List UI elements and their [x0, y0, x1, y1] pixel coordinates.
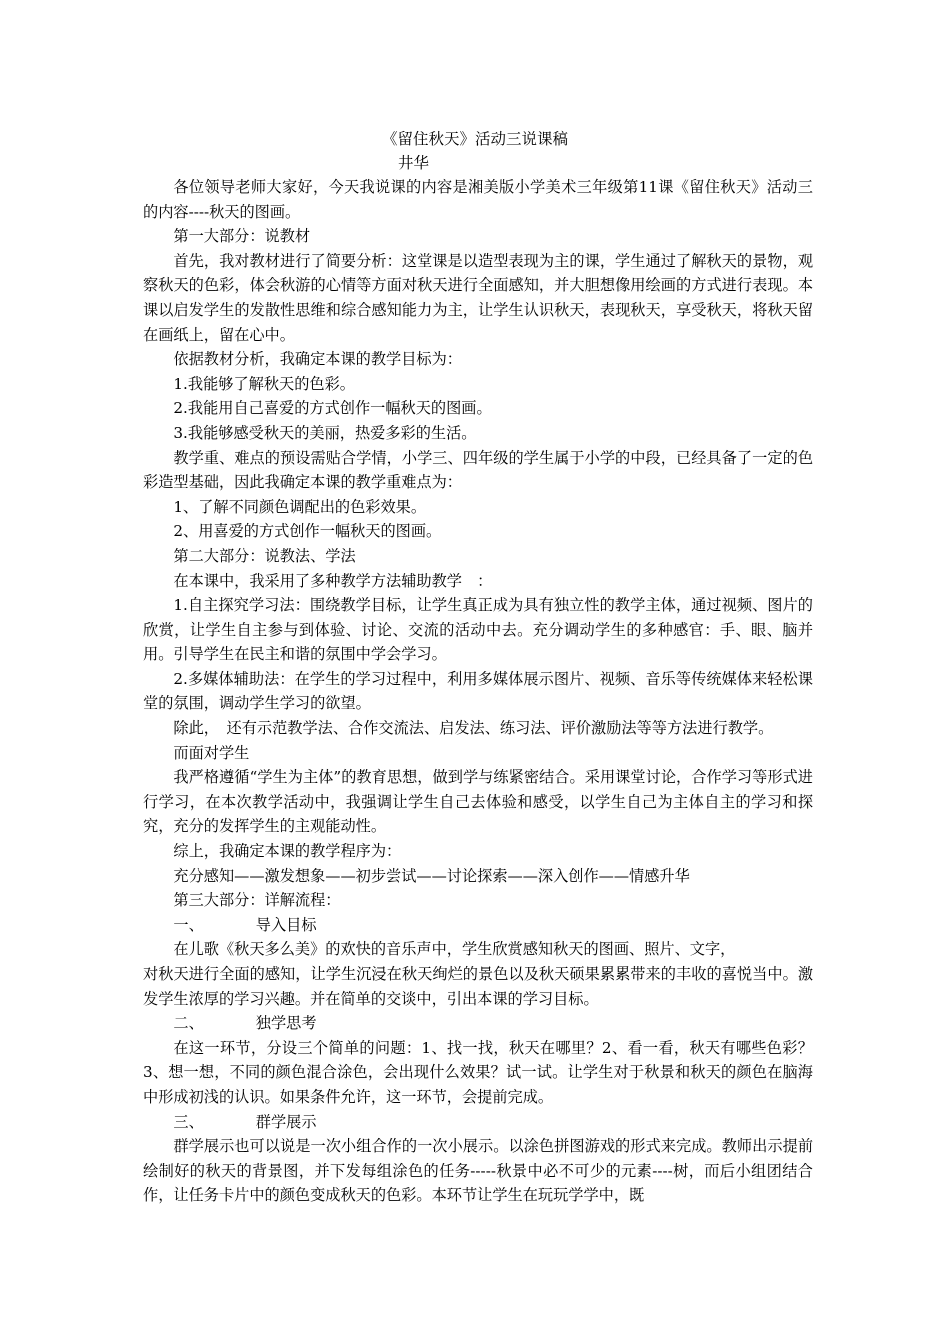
paragraph: 而面对学生 — [173, 743, 250, 762]
paragraph: 在本课中，我采用了多种教学方法辅助教学 ： — [173, 571, 493, 590]
subsection-heading — [143, 913, 813, 938]
paragraph: 群学展示也可以说是一次小组合作的一次小展示。以涂色拼图游戏的形式来完成。教师出示提前绘制好的秋天的背景图，并下发每组涂色的任务-----秋景中必不可少的元素----树，而后小组团结合作，让任务卡片中的颜色变成秋天的色彩。本环节让学生在玩玩学学中，既 — [143, 1137, 813, 1205]
paragraph: 在儿歌《秋天多么美》的欢快的音乐声中，学生欣赏感知秋天的图画、照片、文字， — [173, 940, 736, 959]
section-heading: 第二大部分：说教法、学法 — [173, 546, 356, 565]
subsection-number: 一、 — [173, 915, 204, 934]
paragraph: 我严格遵循“学生为主体”的教育思想，做到学与练紧密结合。采用课堂讨论，合作学习等形式进行学习，在本次教学活动中，我强调让学生自己去体验和感受，以学生自己为主体自主的学习和探究，充分的发挥学生的主观能动性。 — [143, 768, 813, 836]
paragraph: 首先，我对教材进行了简要分析：这堂课是以造型表现为主的课，学生通过了解秋天的景物，观察秋天的色彩，体会秋游的心情等方面对秋天进行全面感知，并大胆想像用绘画的方式进行表现。本课以启发学生的发散性思维和综合感知能力为主，让学生认识秋天，表现秋天，享受秋天，将秋天留在画纸上，留在心中。 — [143, 251, 813, 344]
list-item: 1、了解不同颜色调配出的色彩效果。 — [173, 497, 427, 516]
subsection-number: 三、 — [173, 1112, 204, 1131]
paragraph: 对秋天进行全面的感知，让学生沉浸在秋天绚烂的景色以及秋天硕果累累带来的丰收的喜悦当中。激发学生浓厚的学习兴趣。并在简单的交谈中，引出本课的学习目标。 — [143, 965, 813, 1008]
list-item: 2、用喜爱的方式创作一幅秋天的图画。 — [173, 522, 442, 541]
list-item: 1.我能够了解秋天的色彩。 — [173, 374, 355, 393]
paragraph: 教学重、难点的预设需贴合学情，小学三、四年级的学生属于小学的中段，已经具备了一定的色彩造型基础，因此我确定本课的教学重难点为： — [143, 448, 813, 492]
paragraph: 1.自主探究学习法：围绕教学目标，让学生真正成为具有独立性的教学主体，通过视频、图片的欣赏，让学生自主参与到体验、讨论、交流的活动中去。充分调动学生的多种感官：手、眼、脑并用。引导学生在民主和谐的氛围中学会学习。 — [143, 596, 813, 664]
document-body — [143, 175, 813, 1208]
subsection-number: 二、 — [173, 1014, 204, 1033]
paragraph: 充分感知——激发想象——初步尝试——讨论探索——深入创作——情感升华 — [173, 866, 690, 885]
document-author: 井华 — [398, 154, 430, 172]
paragraph: 综上，我确定本课的教学程序为： — [173, 842, 402, 861]
section-heading: 第一大部分：说教材 — [173, 227, 311, 246]
subsection-heading — [143, 1110, 813, 1135]
subsection-title: 独学思考 — [255, 1014, 317, 1033]
section-heading: 第三大部分：详解流程： — [173, 891, 341, 910]
paragraph: 2.多媒体辅助法：在学生的学习过程中，利用多媒体展示图片、视频、音乐等传统媒体来轻松课堂的氛围，调动学生学习的欲望。 — [143, 669, 813, 713]
subsection-title: 导入目标 — [255, 915, 317, 934]
subsection-title: 群学展示 — [255, 1112, 317, 1131]
document-title: 《留住秋天》活动三说课稿 — [381, 130, 568, 148]
list-item: 2.我能用自己喜爱的方式创作一幅秋天的图画。 — [173, 399, 492, 418]
paragraph: 依据教材分析，我确定本课的教学目标为： — [173, 350, 462, 369]
paragraph: 各位领导老师大家好，今天我说课的内容是湘美版小学美术三年级第11课《留住秋天》活动三的内容----秋天的图画。 — [143, 178, 813, 221]
paragraph: 在这一环节，分设三个简单的问题：1、找一找，秋天在哪里？2、看一看，秋天有哪些色彩？3、想一想，不同的颜色混合涂色，会出现什么效果？试一试。让学生对于秋景和秋天的颜色在脑海中形成初浅的认识。如果条件允许，这一环节，会提前完成。 — [143, 1038, 813, 1106]
paragraph: 除此， 还有示范教学法、合作交流法、启发法、练习法、评价激励法等等方法进行教学。 — [173, 719, 774, 738]
list-item: 3.我能够感受秋天的美丽，热爱多彩的生活。 — [173, 423, 477, 442]
subsection-heading — [143, 1011, 813, 1036]
